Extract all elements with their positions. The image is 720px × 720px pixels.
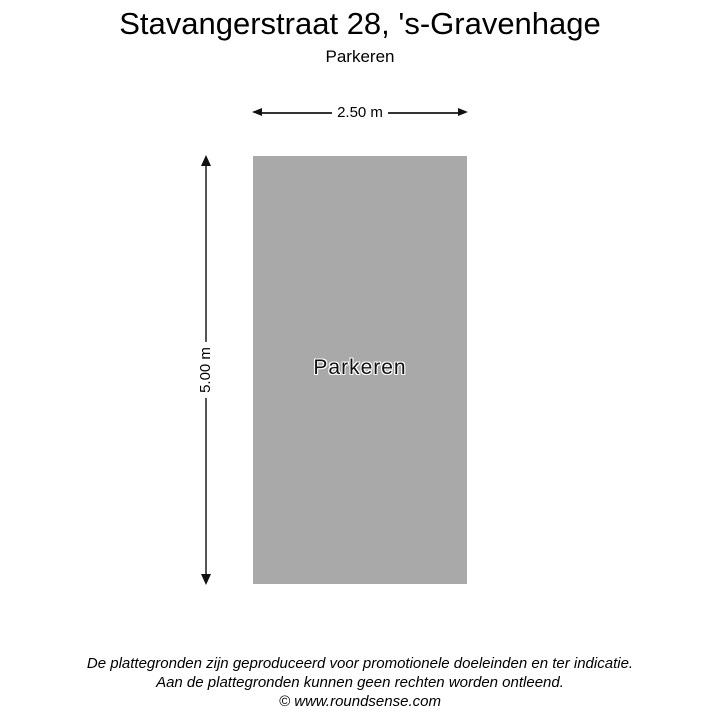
arrow-up-icon bbox=[201, 155, 211, 166]
width-label: 2.50 m bbox=[332, 104, 388, 121]
disclaimer bbox=[0, 654, 720, 711]
width-dimension bbox=[253, 104, 467, 122]
room-parkeren bbox=[253, 156, 467, 584]
disclaimer-line-2: Aan de plattegronden kunnen geen rechten worden ontleend. bbox=[156, 674, 564, 691]
arrow-down-icon bbox=[201, 574, 211, 585]
room-label: Parkeren bbox=[313, 356, 407, 379]
height-label: 5.00 m bbox=[197, 342, 215, 398]
disclaimer-line-1: De plattegronden zijn geproduceerd voor promotionele doeleinden en ter indicatie. bbox=[86, 655, 634, 672]
floor-subtitle: Parkeren bbox=[325, 47, 395, 66]
page-title: Stavangerstraat 28, 's-Gravenhage bbox=[119, 6, 601, 41]
width-label-wrap bbox=[253, 104, 467, 122]
height-dimension bbox=[196, 156, 216, 584]
copyright-line: © www.roundsense.com bbox=[279, 693, 441, 710]
